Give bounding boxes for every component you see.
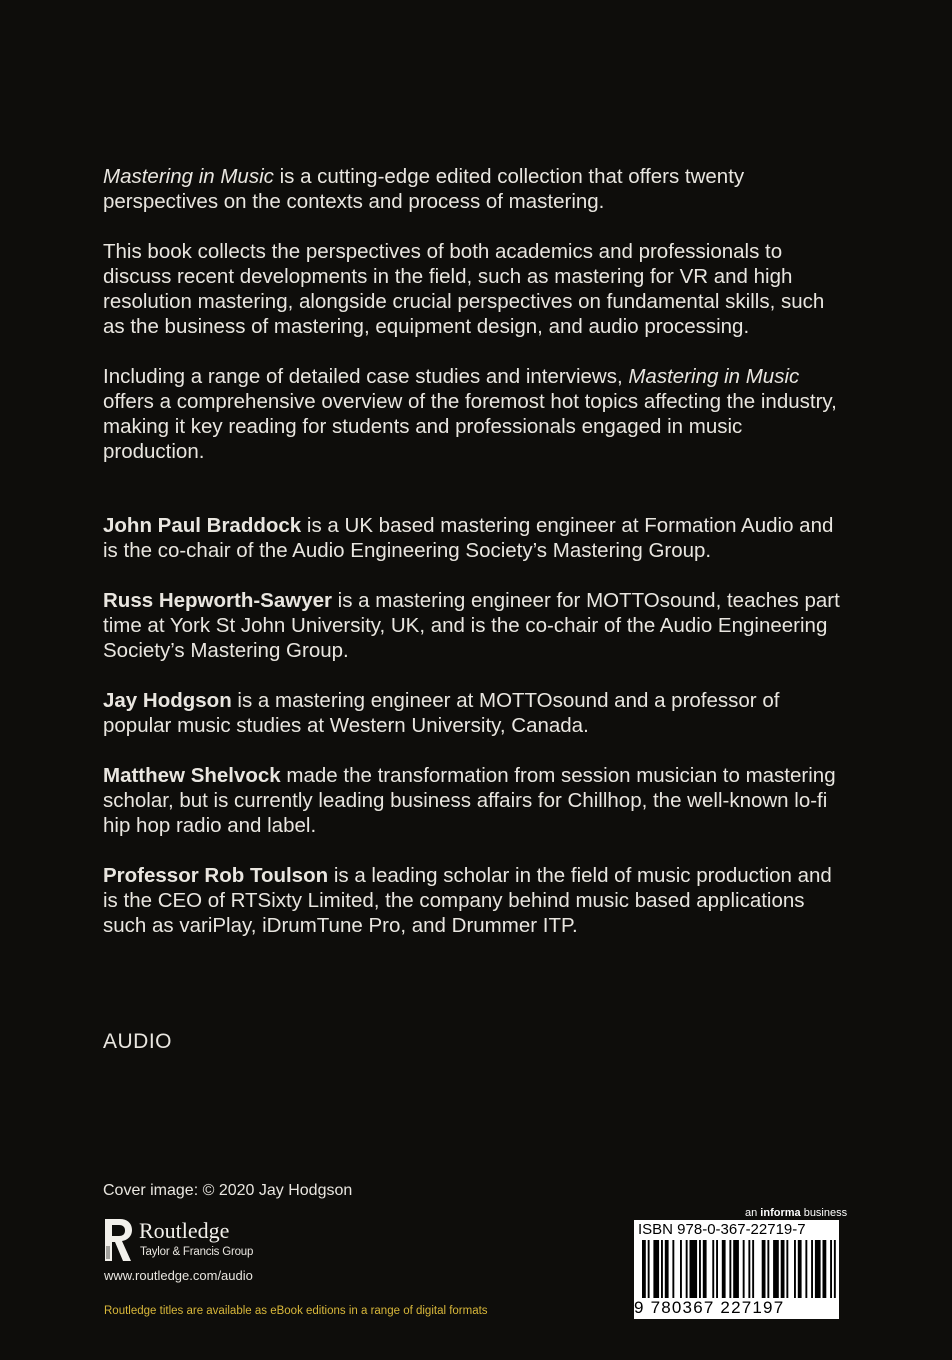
author-bios xyxy=(103,513,843,963)
isbn-label: ISBN 978-0-367-22719-7 xyxy=(638,1221,806,1238)
description-paragraph-2: This book collects the perspectives of both academics and professionals to discuss recent developments in the field, such as mastering for VR and high resolution mastering, alongside crucial perspectives on fundamental skills, such as the business of mastering, equipment design, and audio processing. xyxy=(103,240,825,338)
description-paragraph-3 xyxy=(103,364,843,464)
author-bio-text: is a mastering engineer for MOTTOsound, teaches part time at York St John University, UK, and is the co-chair of the Audio Engineering Society’s Mastering Group. xyxy=(103,589,840,662)
informa-business-tag xyxy=(745,1207,847,1220)
isbn-barcode xyxy=(634,1220,839,1319)
description-text: offers a comprehensive overview of the foremost hot topics affecting the industry, making it key reading for students and professionals engaged in music production. xyxy=(103,390,837,463)
publisher-logo xyxy=(103,1218,303,1262)
barcode-bars xyxy=(634,1240,839,1300)
informa-prefix: an xyxy=(745,1207,761,1219)
author-bio-text: is a UK based mastering engineer at Formation Audio and is the co-chair of the Audio Engineering Society’s Mastering Group. xyxy=(103,514,834,562)
author-bio xyxy=(103,763,843,838)
author-bio xyxy=(103,863,843,938)
author-bio-text: is a mastering engineer at MOTTOsound and a professor of popular music studies at Western University, Canada. xyxy=(103,689,780,737)
barcode-digits: 9 780367 227197 xyxy=(634,1298,785,1317)
author-name: Russ Hepworth-Sawyer xyxy=(103,589,332,612)
author-bio xyxy=(103,588,843,663)
book-description xyxy=(103,164,843,489)
ebook-availability-note: Routledge titles are available as eBook editions in a range of digital formats xyxy=(104,1305,488,1317)
subject-category: AUDIO xyxy=(103,1030,173,1053)
author-bio xyxy=(103,688,843,738)
informa-suffix: business xyxy=(800,1207,848,1219)
routledge-logo-icon xyxy=(103,1218,133,1262)
author-name: Jay Hodgson xyxy=(103,689,232,712)
author-name: Professor Rob Toulson xyxy=(103,864,329,887)
publisher-url: www.routledge.com/audio xyxy=(104,1268,253,1283)
author-bio-text: made the transformation from session musician to mastering scholar, but is currently leading business affairs for Chillhop, the well-known lo-fi hip hop radio and label. xyxy=(103,764,836,837)
publisher-name: Routledge xyxy=(139,1218,230,1243)
author-name: Matthew Shelvock xyxy=(103,764,281,787)
author-bio xyxy=(103,513,843,563)
informa-word: informa xyxy=(760,1207,801,1219)
book-title-italic: Mastering in Music xyxy=(628,365,800,388)
cover-image-credit: Cover image: © 2020 Jay Hodgson xyxy=(103,1182,353,1199)
description-paragraph-1 xyxy=(103,164,843,214)
author-name: John Paul Braddock xyxy=(103,514,302,537)
publisher-group: Taylor & Francis Group xyxy=(140,1246,254,1258)
description-text: Including a range of detailed case studies and interviews, xyxy=(103,365,629,388)
description-text: is a cutting-edge edited collection that offers twenty perspectives on the contexts and process of mastering. xyxy=(103,165,745,213)
author-bio-text: is a leading scholar in the field of music production and is the CEO of RTSixty Limited, the company behind music based applications such as variPlay, iDrumTune Pro, and Drummer ITP. xyxy=(103,864,832,937)
book-title-italic: Mastering in Music xyxy=(103,165,274,188)
